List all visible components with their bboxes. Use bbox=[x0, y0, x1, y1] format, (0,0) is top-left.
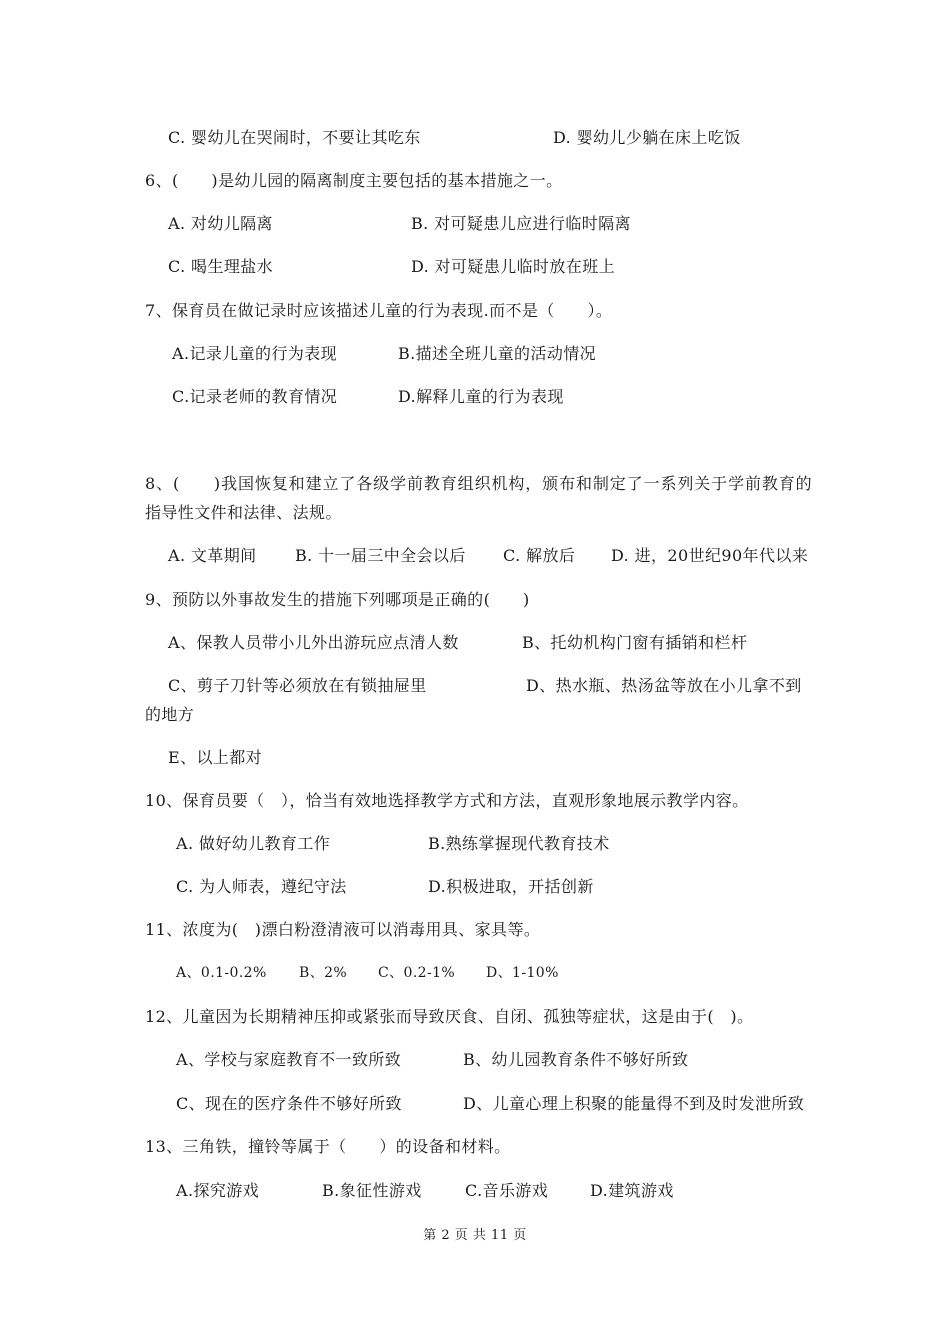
q9-option-a: A、保教人员带小儿外出游玩应点清人数 bbox=[168, 633, 459, 652]
q6-option-b: B. 对可疑患儿应进行临时隔离 bbox=[411, 214, 631, 233]
q10-option-d: D.积极进取，开括创新 bbox=[428, 877, 594, 896]
q7-stem: 7、保育员在做记录时应该描述儿童的行为表现.而不是（ ）。 bbox=[145, 301, 613, 320]
q12-option-b: B、幼儿园教育条件不够好所致 bbox=[463, 1050, 689, 1069]
q10-stem: 10、保育员要（ ），恰当有效地选择教学方式和方法，直观形象地展示教学内容。 bbox=[145, 791, 749, 810]
q5-option-c: C. 婴幼儿在哭闹时，不要让其吃东 bbox=[168, 128, 421, 147]
q12-option-a: A、学校与家庭教育不一致所致 bbox=[176, 1050, 402, 1069]
q13-stem: 13、三角铁，撞铃等属于（ ）的设备和材料。 bbox=[145, 1137, 511, 1156]
q11-option-d: D、1-10% bbox=[486, 965, 559, 981]
q11-stem: 11、浓度为( )漂白粉澄清液可以消毒用具、家具等。 bbox=[145, 920, 541, 939]
q12-option-c: C、现在的医疗条件不够好所致 bbox=[176, 1094, 402, 1113]
q11-option-b: B、2% bbox=[299, 965, 348, 981]
q7-option-b: B.描述全班儿童的活动情况 bbox=[398, 344, 597, 363]
q6-stem: 6、( )是幼儿园的隔离制度主要包括的基本措施之一。 bbox=[145, 171, 563, 190]
q7-option-a: A.记录儿童的行为表现 bbox=[172, 344, 338, 363]
q10-option-a: A. 做好幼儿教育工作 bbox=[176, 834, 331, 853]
q10-option-c: C. 为人师表，遵纪守法 bbox=[176, 877, 347, 896]
q13-option-c: C.音乐游戏 bbox=[465, 1181, 549, 1200]
q6-option-c: C. 喝生理盐水 bbox=[168, 257, 274, 276]
q11-option-c: C、0.2-1% bbox=[378, 965, 456, 981]
q8-option-c: C. 解放后 bbox=[503, 546, 576, 565]
q13-option-a: A.探究游戏 bbox=[176, 1181, 260, 1200]
q6-option-a: A. 对幼儿隔离 bbox=[168, 214, 273, 233]
q12-stem: 12、儿童因为长期精神压抑或紧张而导致厌食、自闭、孤独等症状，这是由于( )。 bbox=[145, 1007, 754, 1026]
q7-option-d: D.解释儿童的行为表现 bbox=[398, 387, 564, 406]
q8-stem-line-1: 8、( )我国恢复和建立了各级学前教育组织机构，颁布和制定了一系列关于学前教育的 bbox=[145, 474, 813, 493]
q9-option-e: E、以上都对 bbox=[168, 748, 263, 767]
q9-option-d-line-2: 的地方 bbox=[145, 705, 195, 724]
q9-option-b: B、托幼机构门窗有插销和栏杆 bbox=[522, 633, 748, 652]
q13-option-b: B.象征性游戏 bbox=[322, 1181, 422, 1200]
q12-option-d: D、儿童心理上积聚的能量得不到及时发泄所致 bbox=[463, 1094, 805, 1113]
q8-stem-line-2: 指导性文件和法律、法规。 bbox=[145, 503, 342, 522]
q8-option-d: D. 进，20世纪90年代以来 bbox=[611, 546, 809, 565]
q8-option-b: B. 十一届三中全会以后 bbox=[295, 546, 466, 565]
q5-option-d: D. 婴幼儿少躺在床上吃饭 bbox=[553, 128, 741, 147]
q7-option-c: C.记录老师的教育情况 bbox=[172, 387, 338, 406]
q9-option-c: C、剪子刀针等必须放在有锁抽屉里 bbox=[168, 676, 427, 695]
q10-option-b: B.熟练掌握现代教育技术 bbox=[428, 834, 610, 853]
q13-option-d: D.建筑游戏 bbox=[590, 1181, 674, 1200]
q9-option-d-line-1: D、热水瓶、热汤盆等放在小儿拿不到 bbox=[526, 676, 802, 695]
q8-option-a: A. 文革期间 bbox=[168, 546, 257, 565]
q6-option-d: D. 对可疑患儿临时放在班上 bbox=[411, 257, 616, 276]
q9-stem: 9、预防以外事故发生的措施下列哪项是正确的( ) bbox=[145, 590, 530, 609]
q11-option-a: A、0.1-0.2% bbox=[176, 965, 267, 981]
page-number-footer: 第 2 页 共 11 页 bbox=[423, 1228, 527, 1243]
